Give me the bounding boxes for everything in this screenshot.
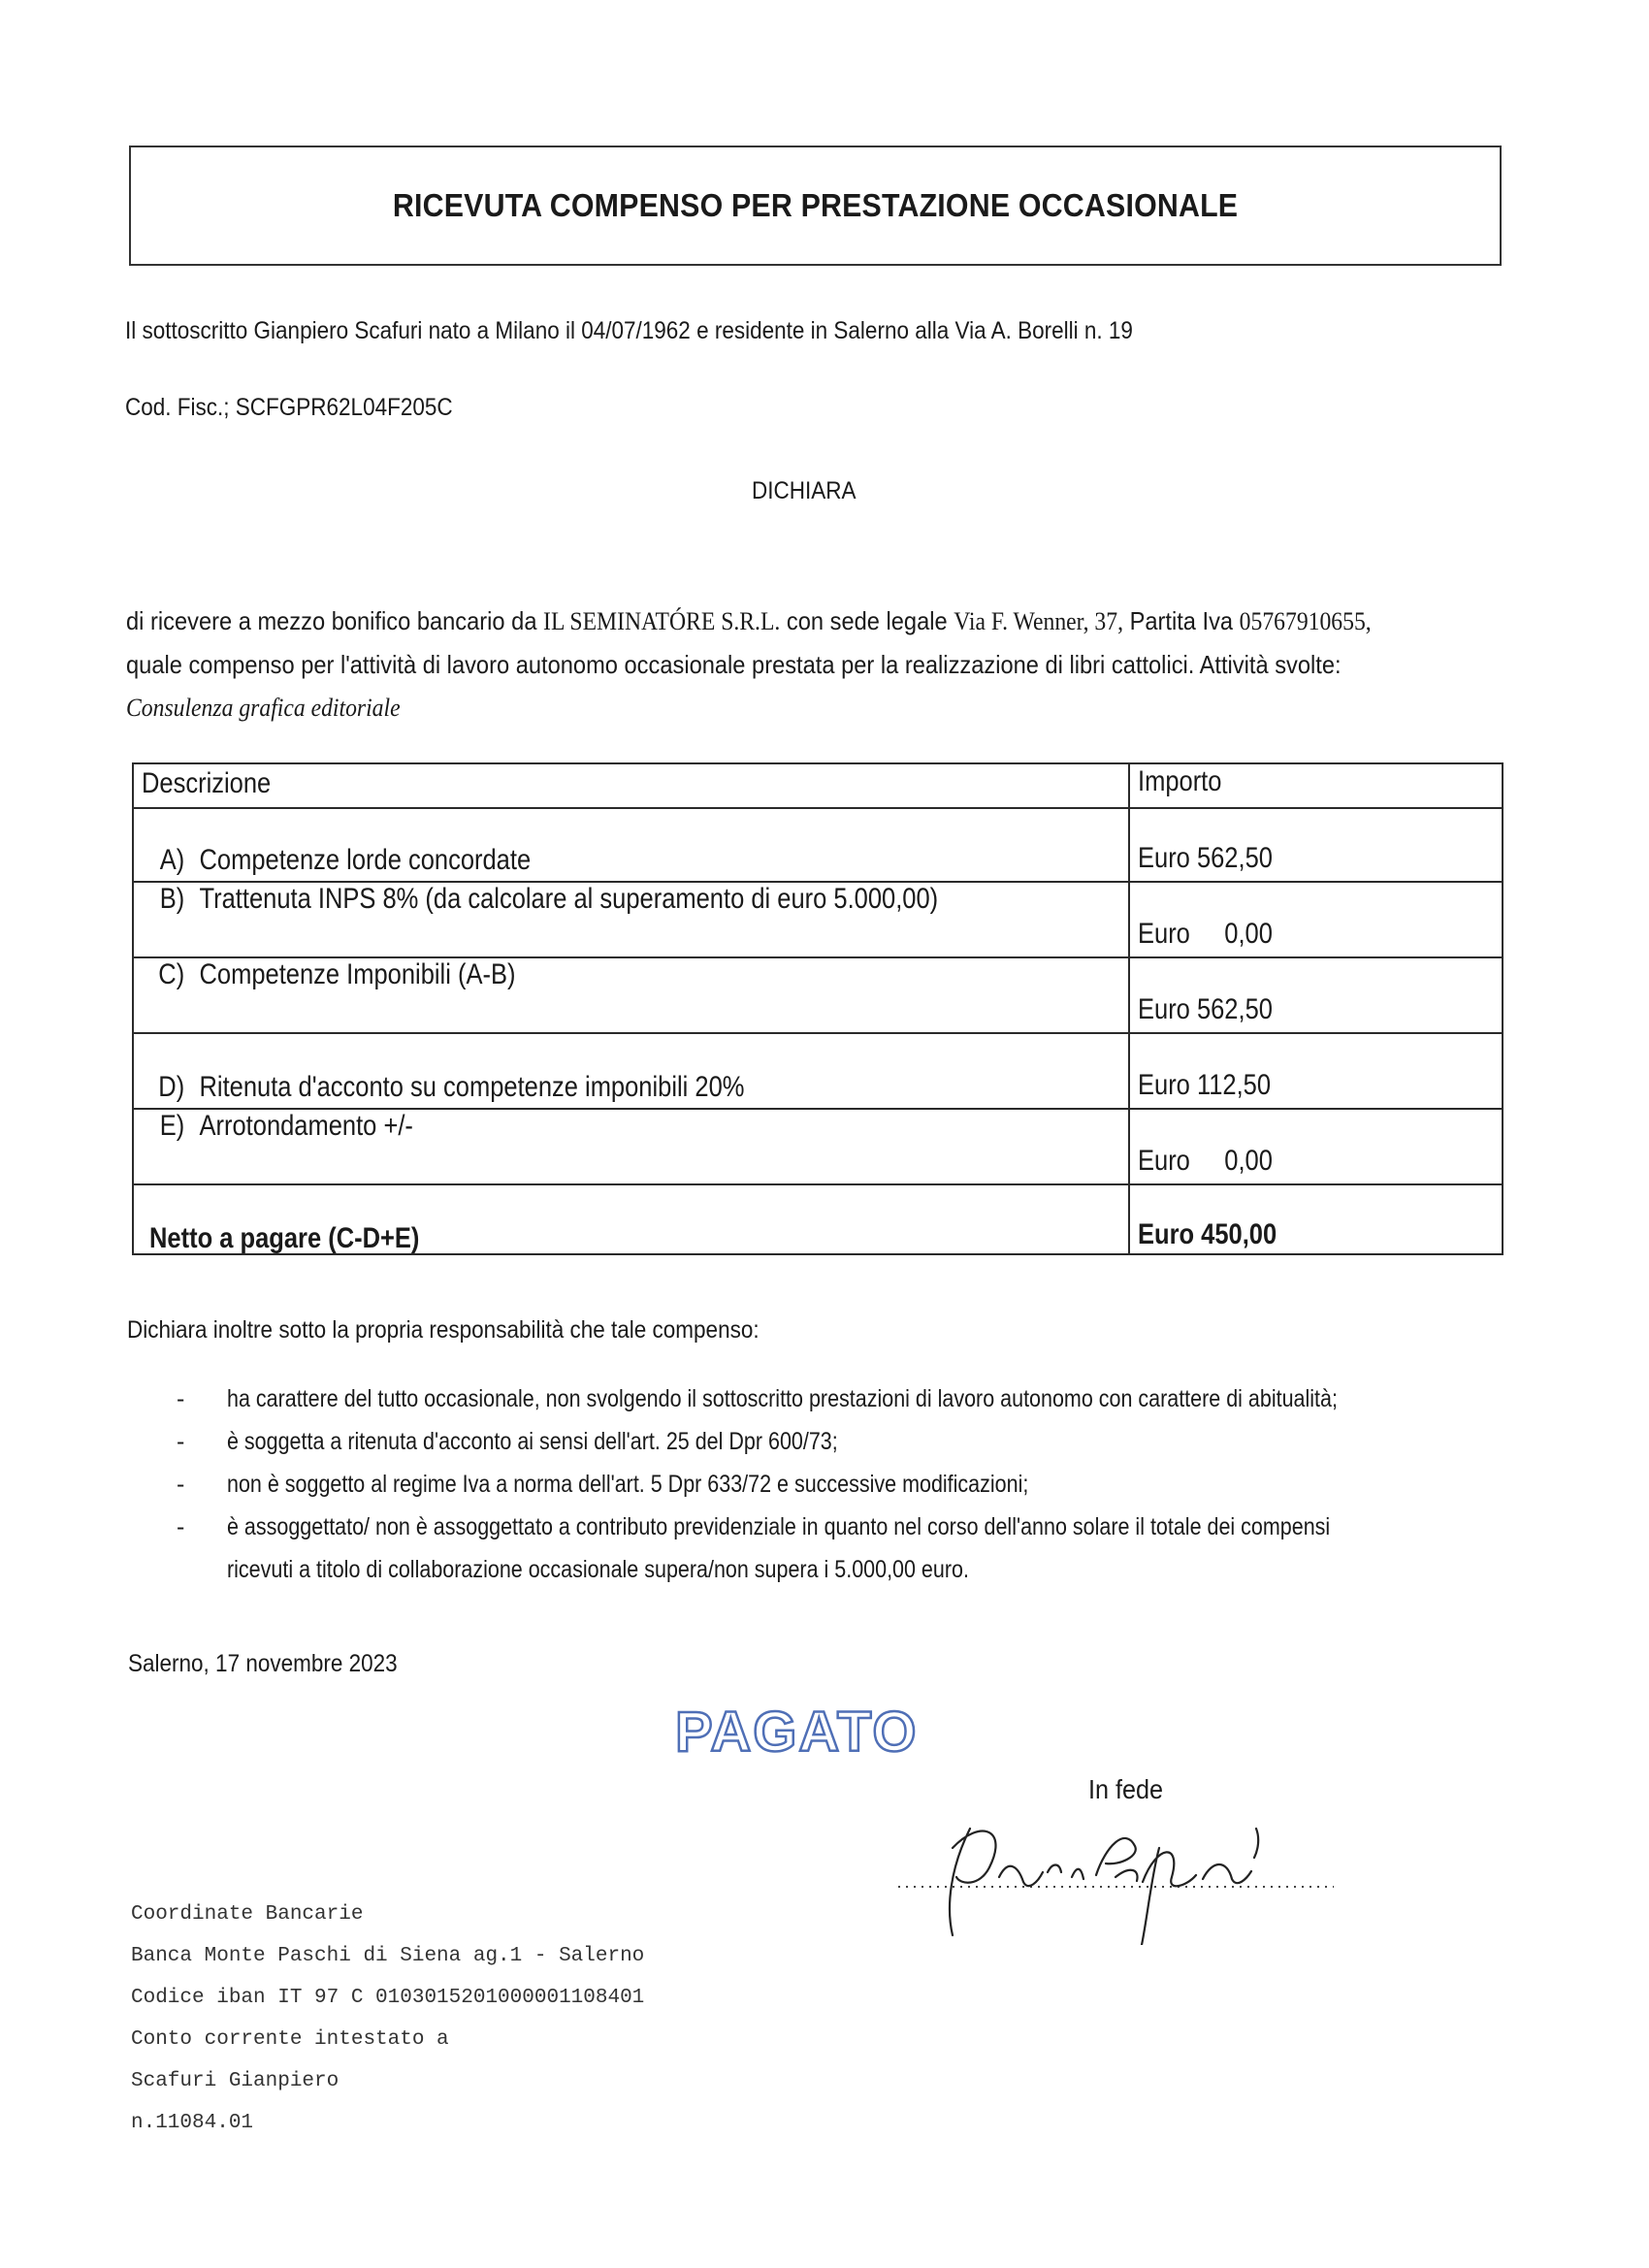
paid-stamp: PAGATO (675, 1701, 919, 1764)
paragraph-text-4: quale compenso per l'attività di lavoro autonomo occasionale prestata per la realizzazione di libri cattolici. Attività svolte: (126, 650, 1342, 679)
table-row (142, 958, 515, 991)
table-border-right (1502, 762, 1504, 1255)
paragraph-text-2: con sede legale (780, 606, 954, 635)
bank-iban: Codice iban IT 97 C 0103015201000001108401 (131, 1987, 645, 2009)
signature (892, 1809, 1339, 1945)
vat-number: 05767910655, (1239, 607, 1372, 635)
row-description: Arrotondamento +/- (199, 1110, 413, 1142)
list-item-text: non è soggetto al regime Iva a norma dell'art. 5 Dpr 633/72 e successive modificazioni; (227, 1471, 1029, 1498)
bank-name: Banca Monte Paschi di Siena ag.1 - Salerno (131, 1945, 645, 1967)
company-name: IL SEMINATÓRE S.R.L. (543, 607, 781, 635)
table-row (142, 883, 938, 916)
table-row-divider (132, 1183, 1504, 1185)
row-amount: Euro 0,00 (1138, 918, 1273, 950)
bank-heading: Coordinate Bancarie (131, 1903, 364, 1926)
place-date: Salerno, 17 novembre 2023 (128, 1650, 398, 1677)
row-letter: E) (159, 1110, 185, 1142)
list-item-text: ha carattere del tutto occasionale, non svolgendo il sottoscritto prestazioni di lavoro autonomo con carattere di abitualità; (227, 1385, 1338, 1412)
table-row (142, 1071, 744, 1104)
row-description: Competenze lorde concordate (199, 844, 532, 876)
paragraph-text-3: Partita Iva (1123, 606, 1240, 635)
tax-code: Cod. Fisc.; SCFGPR62L04F205C (125, 394, 453, 421)
row-description: Ritenuta d'acconto su competenze imponibili 20% (199, 1071, 745, 1103)
bank-account-number: n.11084.01 (131, 2112, 254, 2134)
bullet-dash: - (177, 1471, 185, 1498)
total-label: Netto a pagare (C-D+E) (149, 1222, 420, 1254)
company-address: Via F. Wenner, 37, (954, 607, 1124, 635)
in-fede: In fede (1088, 1774, 1164, 1804)
row-letter: B) (159, 883, 185, 915)
table-border-top (132, 762, 1504, 764)
list-item-text: è assoggettato/ non è assoggettato a contributo previdenziale in quanto nel corso dell'anno solare il totale dei compensi (227, 1513, 1331, 1540)
document-title: RICEVUTA COMPENSO PER PRESTAZIONE OCCASIONALE (392, 187, 1239, 223)
total-amount: Euro 450,00 (1138, 1218, 1277, 1250)
bullet-dash: - (177, 1513, 185, 1540)
table-row-divider (132, 1032, 1504, 1034)
table-header-divider (132, 807, 1504, 809)
paragraph-text-1: di ricevere a mezzo bonifico bancario da (126, 606, 544, 635)
declares-heading: DICHIARA (752, 477, 857, 504)
row-amount: Euro 562,50 (1138, 842, 1273, 874)
row-description: Trattenuta INPS 8% (da calcolare al superamento di euro 5.000,00) (199, 883, 939, 915)
row-amount: Euro 562,50 (1138, 993, 1273, 1025)
header-description: Descrizione (142, 767, 272, 799)
row-description: Competenze Imponibili (A-B) (199, 958, 516, 990)
table-column-divider (1128, 762, 1130, 1255)
activity-description: Consulenza grafica editoriale (126, 694, 401, 722)
row-letter: A) (159, 844, 185, 876)
table-row (142, 1110, 413, 1143)
title-box (129, 146, 1502, 266)
bank-account-holder: Scafuri Gianpiero (131, 2070, 340, 2092)
intro-line: Il sottoscritto Gianpiero Scafuri nato a Milano il 04/07/1962 e residente in Salerno alla Via A. Borelli n. 19 (125, 317, 1133, 344)
header-amount: Importo (1138, 765, 1222, 797)
declaration-intro: Dichiara inoltre sotto la propria responsabilità che tale compenso: (127, 1316, 760, 1344)
table-border-left (132, 762, 134, 1255)
list-item-text: è soggetta a ritenuta d'acconto ai sensi dell'art. 25 del Dpr 600/73; (227, 1428, 838, 1455)
row-amount: Euro 0,00 (1138, 1145, 1273, 1177)
bullet-dash: - (177, 1385, 185, 1412)
list-item-text: ricevuti a titolo di collaborazione occasionale supera/non supera i 5.000,00 euro. (227, 1556, 969, 1583)
compensation-table (132, 762, 1504, 1255)
table-row (142, 844, 531, 877)
row-letter: C) (158, 958, 185, 990)
bullet-dash: - (177, 1428, 185, 1455)
row-letter: D) (158, 1071, 185, 1103)
declaration-paragraph (126, 599, 1397, 729)
row-amount: Euro 112,50 (1138, 1069, 1272, 1101)
bank-account-holder-label: Conto corrente intestato a (131, 2028, 449, 2051)
